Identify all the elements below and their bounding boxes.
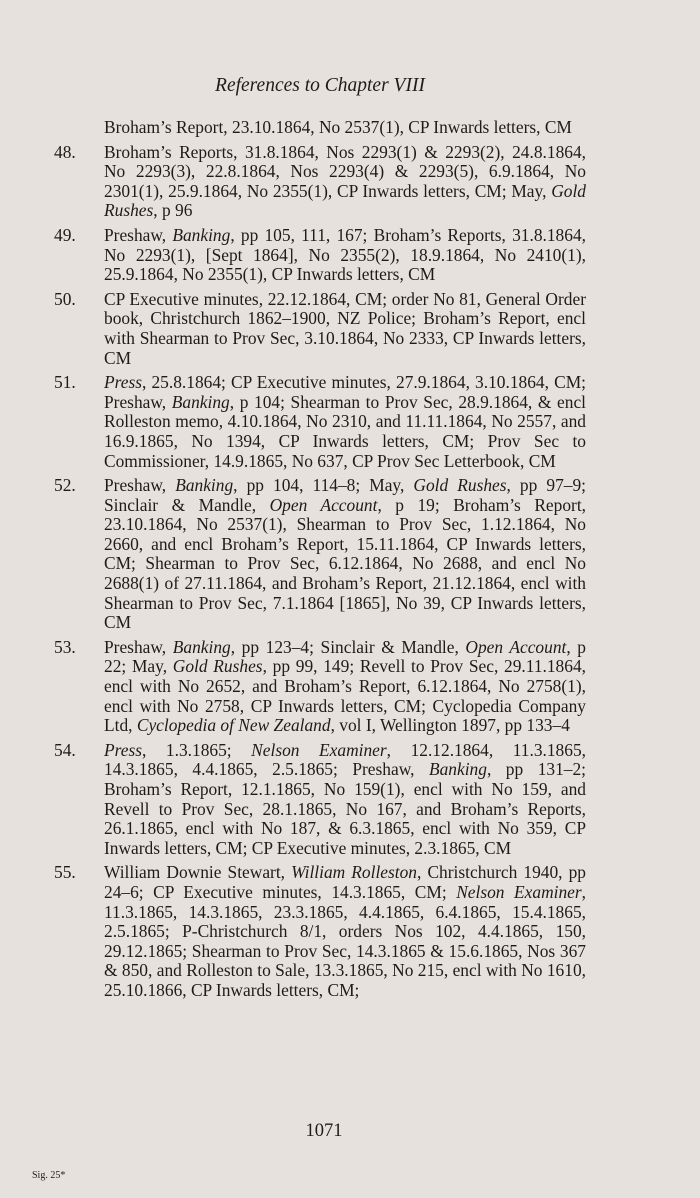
reference-item xyxy=(54,476,586,633)
running-header: References to Chapter VIII xyxy=(215,75,425,96)
reference-item xyxy=(54,143,586,221)
ref-text-run: , p 104; Shearman to Prov Sec, 28.9.1864, & encl Rolleston memo, 4.10.1864, No 2310, and 11.11.1864, No 2557, and 16.9.1865, No 1394, CP Inwards letters, CM; Prov Sec to Commissioner, 14.9.1865, No 637, CP Prov Sec Letterbook, CM xyxy=(104,391,586,471)
ref-text-run: Preshaw, xyxy=(104,224,173,245)
ref-text-run: , p 96 xyxy=(153,200,193,221)
ref-text-run: , 11.3.1865, 14.3.1865, 23.3.1865, 4.4.1865, 6.4.1865, 15.4.1865, 2.5.1865; P-Christchurch 8/1, orders Nos 102, 4.4.1865, 150, 29.12.1865; Shearman to Prov Sec, 14.3.1865 & 15.6.1865, Nos 367 & 850, and Rolleston to Sale, 13.3.1865, No 215, encl with No 1610, 25.10.1866, CP Inwards letters, CM; xyxy=(104,881,586,1000)
reference-number: 49. xyxy=(54,224,76,245)
reference-text xyxy=(104,476,586,633)
ref-title-italic: Gold Rushes xyxy=(104,180,586,221)
reference-item xyxy=(54,638,586,736)
ref-text-run: , pp 97–9; Sinclair & Mandle, xyxy=(104,475,586,515)
reference-item xyxy=(54,863,586,1000)
ref-title-italic: Open Account xyxy=(465,636,567,657)
ref-title-italic: Banking xyxy=(175,475,234,496)
ref-title-italic: Banking xyxy=(428,759,487,780)
ref-title-italic: Press xyxy=(104,739,142,760)
page-number: 1071 xyxy=(305,1121,343,1141)
ref-text-run: Broham’s Report, 23.10.1864, No 2537(1), CP Inwards letters, CM xyxy=(104,117,572,137)
ref-title-italic: Gold Rushes xyxy=(413,475,507,496)
ref-text-run: , pp 123–4; Sinclair & Mandle, xyxy=(230,636,466,657)
reference-number: 48. xyxy=(54,141,76,162)
ref-title-italic: Banking xyxy=(172,636,231,657)
reference-item xyxy=(54,290,586,368)
ref-text-run: , p 22; May, xyxy=(104,636,586,677)
ref-text-run: , pp 105, 111, 167; Broham’s Reports, 31.8.1864, No 2293(1), [Sept 1864], No 2355(2), 18.9.1864, No 2410(1), 25.9.1864, No 2355(1), CP Inwards letters, CM xyxy=(104,224,586,285)
ref-text-run: Broham’s Reports, 31.8.1864, Nos 2293(1) & 2293(2), 24.8.1864, No 2293(3), 22.8.1864, Nos 2293(4) & 2293(5), 6.9.1864, No 2301(1), 25.9.1864, No 2355(1), CP Inwards letters, CM; May, xyxy=(104,141,586,201)
ref-text-run: , pp 99, 149; Revell to Prov Sec, 29.11.1864, encl with No 2652, and Broham’s Report, 6.12.1864, No 2758(1), encl with No 2758, CP Inwards letters, CM; Cyclopedia Company Ltd, xyxy=(104,656,586,736)
reference-number: 52. xyxy=(54,475,76,496)
ref-text-run: , 1.3.1865; xyxy=(142,739,252,760)
ref-title-italic: Gold Rushes xyxy=(172,656,263,677)
reference-text xyxy=(104,741,586,859)
ref-text-run: William Downie Stewart, xyxy=(104,862,292,883)
ref-title-italic: Cyclopedia of New Zealand xyxy=(136,715,331,736)
reference-text xyxy=(104,638,586,736)
reference-number: 55. xyxy=(54,862,76,883)
reference-text xyxy=(104,290,586,368)
reference-list xyxy=(54,118,586,1006)
ref-text-run: , 12.12.1864, 11.3.1865, 14.3.1865, 4.4.1865, 2.5.1865; Preshaw, xyxy=(104,739,586,780)
reference-number: 54. xyxy=(54,739,76,760)
ref-text-run: CP Executive minutes, 22.12.1864, CM; order No 81, General Order book, Christchurch 1862–1900, NZ Police; Broham’s Report, encl with Shearman to Prov Sec, 3.10.1864, No 2333, CP Inwards letters, CM xyxy=(104,288,586,368)
reference-item xyxy=(54,373,586,471)
ref-title-italic: William Rolleston xyxy=(291,862,418,883)
ref-text-run: , Christchurch 1940, pp 24–6; CP Executive minutes, 14.3.1865, CM; xyxy=(104,862,586,902)
ref-text-run: , 25.8.1864; CP Executive minutes, 27.9.1864, 3.10.1864, CM; Preshaw, xyxy=(104,372,586,412)
ref-text-run: , p 19; Broham’s Report, 23.10.1864, No 2537(1), Shearman to Prov Sec, 1.12.1864, No 2660, and encl Broham’s Report, 15.11.1864, CP Inwards letters, CM; Shearman to Prov Sec, 6.12.1864, No 2688, and encl No 2688(1) of 27.11.1864, and Broham’s Report, 21.12.1864, encl with Shearman to Prov Sec, 7.1.1864 [1865], No 39, CP Inwards letters, CM xyxy=(104,494,587,633)
reference-number: 53. xyxy=(54,636,76,657)
ref-title-italic: Banking xyxy=(171,391,230,412)
ref-title-italic: Banking xyxy=(172,224,231,245)
reference-number: 51. xyxy=(54,372,76,393)
reference-text xyxy=(104,226,586,285)
reference-number: 50. xyxy=(54,288,76,309)
ref-text-run: , pp 131–2; Broham’s Report, 12.1.1865, No 159(1), encl with No 159, and Revell to Prov Sec, 28.1.1865, No 167, and Broham’s Reports, 26.1.1865, encl with No 187, & 6.3.1865, encl with No 359, CP Inwards letters, CM; CP Executive minutes, 2.3.1865, CM xyxy=(104,759,587,858)
ref-text-run: Preshaw, xyxy=(104,475,176,496)
ref-text-run: , vol I, Wellington 1897, pp 133–4 xyxy=(330,715,570,736)
reference-item xyxy=(54,741,586,859)
reference-text xyxy=(104,143,586,221)
reference-item xyxy=(54,226,586,285)
ref-text-run: Preshaw, xyxy=(104,636,173,657)
reference-item xyxy=(54,118,586,138)
ref-title-italic: Open Account xyxy=(269,494,378,515)
ref-title-italic: Press xyxy=(104,372,142,393)
reference-text xyxy=(104,118,586,138)
ref-title-italic: Nelson Examiner xyxy=(456,881,582,902)
signature-mark: Sig. 25* xyxy=(32,1170,66,1181)
ref-text-run: , pp 104, 114–8; May, xyxy=(233,475,414,496)
reference-text xyxy=(104,373,586,471)
reference-text xyxy=(104,863,586,1000)
ref-title-italic: Nelson Examiner xyxy=(251,739,387,760)
